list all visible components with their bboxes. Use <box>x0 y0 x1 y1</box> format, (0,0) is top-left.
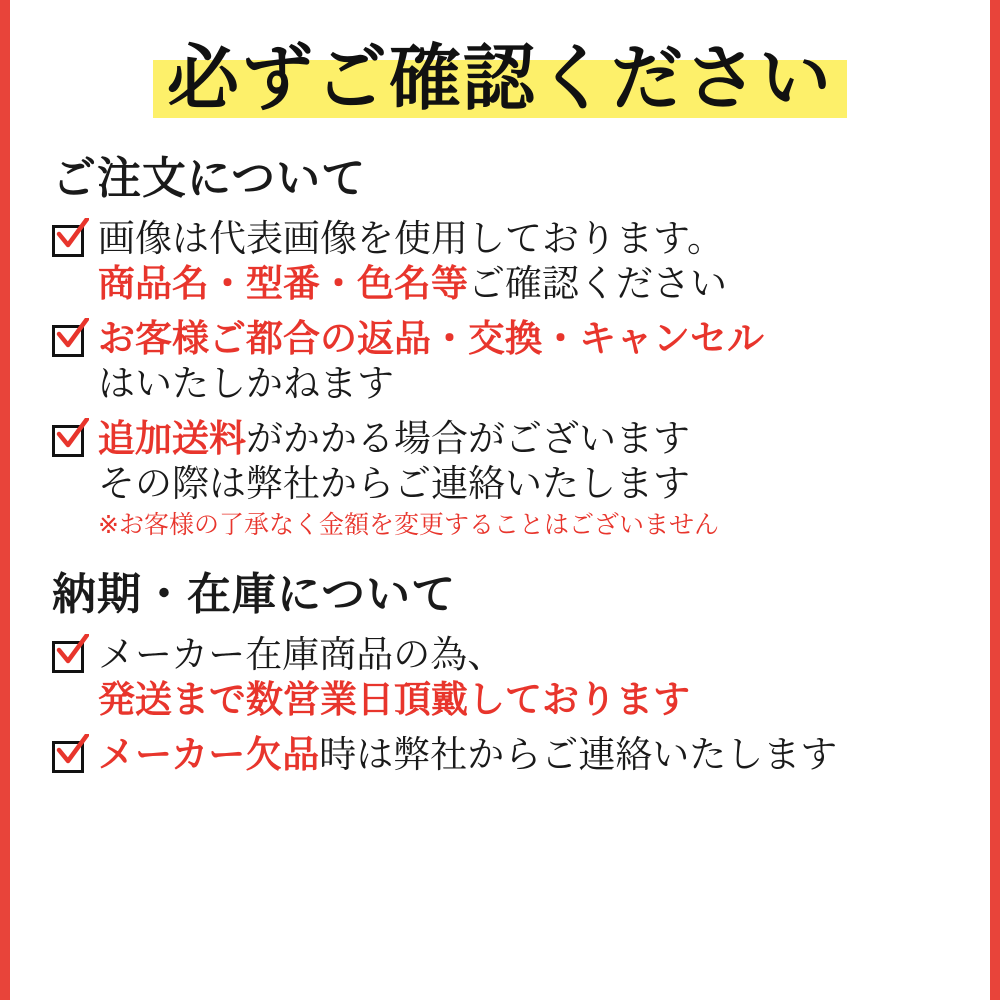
list-item <box>50 632 958 722</box>
list-item <box>50 416 958 540</box>
list-item <box>50 216 958 306</box>
checkbox-checked-icon <box>50 422 90 462</box>
page-title <box>42 38 958 124</box>
right-accent-bar <box>990 0 1000 1000</box>
list-item-line: メーカー在庫商品の為、 <box>98 632 505 676</box>
checkbox-checked-icon <box>50 222 90 262</box>
list-item-line: はいたしかねます <box>98 362 394 406</box>
section-heading-order: ご注文について <box>52 152 367 204</box>
plain-text: 時は弊社からご連絡いたします <box>319 733 838 776</box>
left-accent-bar <box>0 0 10 1000</box>
list-item-line: その際は弊社からご連絡いたします <box>98 462 690 506</box>
notice-content <box>10 0 990 1000</box>
list-item-note: ※お客様の了承なく金額を変更することはございません <box>98 509 719 539</box>
list-item-line <box>98 732 958 777</box>
plain-text: がかかる場合がございます <box>246 417 690 461</box>
list-item <box>50 732 958 778</box>
emphasis-text: メーカー欠品 <box>98 733 320 776</box>
list-item <box>50 316 958 406</box>
plain-text: ご確認ください <box>468 261 727 305</box>
list-item-line <box>98 416 958 461</box>
list-item-line <box>98 261 958 306</box>
list-item-line: 発送まで数営業日頂戴しております <box>98 677 690 721</box>
checkbox-checked-icon <box>50 638 90 678</box>
list-item-line: 画像は代表画像を使用しております。 <box>98 216 725 260</box>
section-heading-delivery: 納期・在庫について <box>52 568 457 620</box>
checkbox-checked-icon <box>50 322 90 362</box>
emphasis-text: 商品名・型番・色名等 <box>98 261 468 305</box>
checkbox-checked-icon <box>50 738 90 778</box>
emphasis-text: 追加送料 <box>98 417 246 461</box>
title-text: 必ずご確認ください <box>166 36 833 120</box>
list-item-line: お客様ご都合の返品・交換・キャンセル <box>98 317 764 360</box>
